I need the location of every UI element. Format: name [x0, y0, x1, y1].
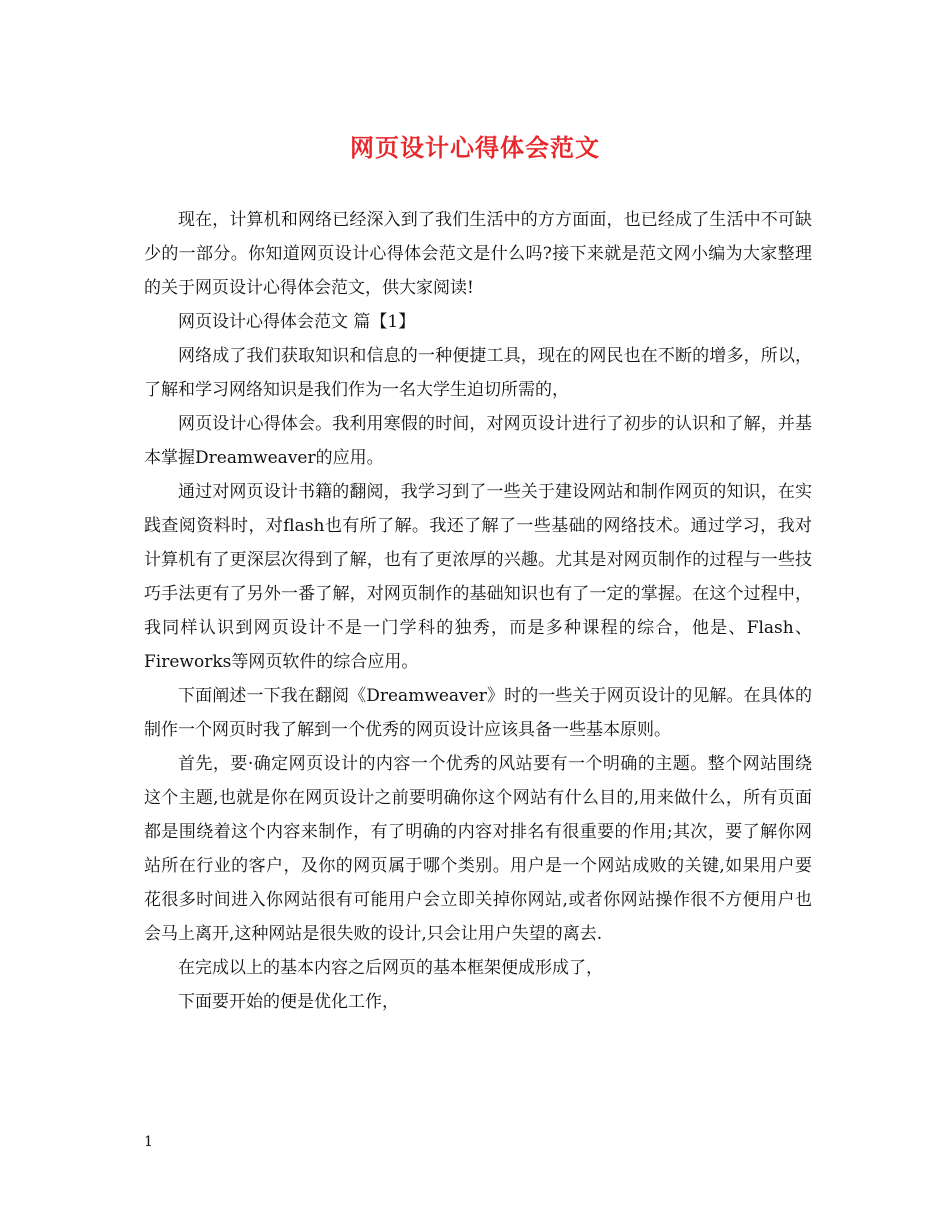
paragraph: 网页设计心得体会。我利用寒假的时间，对网页设计进行了初步的认识和了解，并基本掌握Dreamweaver的应用。 [144, 414, 812, 468]
paragraph: 在完成以上的基本内容之后网页的基本框架便成形成了， [178, 958, 603, 978]
document-body [144, 203, 812, 1019]
document-title: 网页设计心得体会范文 [350, 133, 600, 162]
paragraph: 首先，要·确定网页设计的内容一个优秀的风站要有一个明确的主题。整个网站围绕这个主题,也就是你在网页设计之前要明确你这个网站有什么目的,用来做什么，所有页面都是围绕着这个内容来制作，有了明确的内容对排名有很重要的作用;其次，要了解你网站所在行业的客户，及你的网页属于哪个类别。用户是一个网站成败的关键,如果用户要花很多时间进入你网站很有可能用户会立即关掉你网站,或者你网站操作很不方便用户也会马上离开,这种网站是很失败的设计,只会让用户失望的离去. [144, 754, 812, 944]
page-number: 1 [144, 1134, 153, 1150]
paragraph: 下面阐述一下我在翻阅《Dreamweaver》时的一些关于网页设计的见解。在具体的制作一个网页时我了解到一个优秀的网页设计应该具备一些基本原则。 [144, 686, 812, 740]
paragraph-intro: 现在，计算机和网络已经深入到了我们生活中的方方面面，也已经成了生活中不可缺少的一部分。你知道网页设计心得体会范文是什么吗?接下来就是范文网小编为大家整理的关于网页设计心得体会范文，供大家阅读! [144, 210, 812, 298]
section-heading: 网页设计心得体会范文 篇【1】 [178, 312, 416, 332]
paragraph: 通过对网页设计书籍的翻阅，我学习到了一些关于建设网站和制作网页的知识，在实践查阅资料时，对flash也有所了解。我还了解了一些基础的网络技术。通过学习，我对计算机有了更深层次得到了解，也有了更浓厚的兴趣。尤其是对网页制作的过程与一些技巧手法更有了另外一番了解，对网页制作的基础知识也有了一定的掌握。在这个过程中，我同样认识到网页设计不是一门学科的独秀，而是多种课程的综合，他是、Flash、Fireworks等网页软件的综合应用。 [144, 482, 812, 672]
paragraph: 下面要开始的便是优化工作， [178, 992, 399, 1012]
paragraph: 网络成了我们获取知识和信息的一种便捷工具，现在的网民也在不断的增多，所以，了解和学习网络知识是我们作为一名大学生迫切所需的， [144, 346, 812, 400]
